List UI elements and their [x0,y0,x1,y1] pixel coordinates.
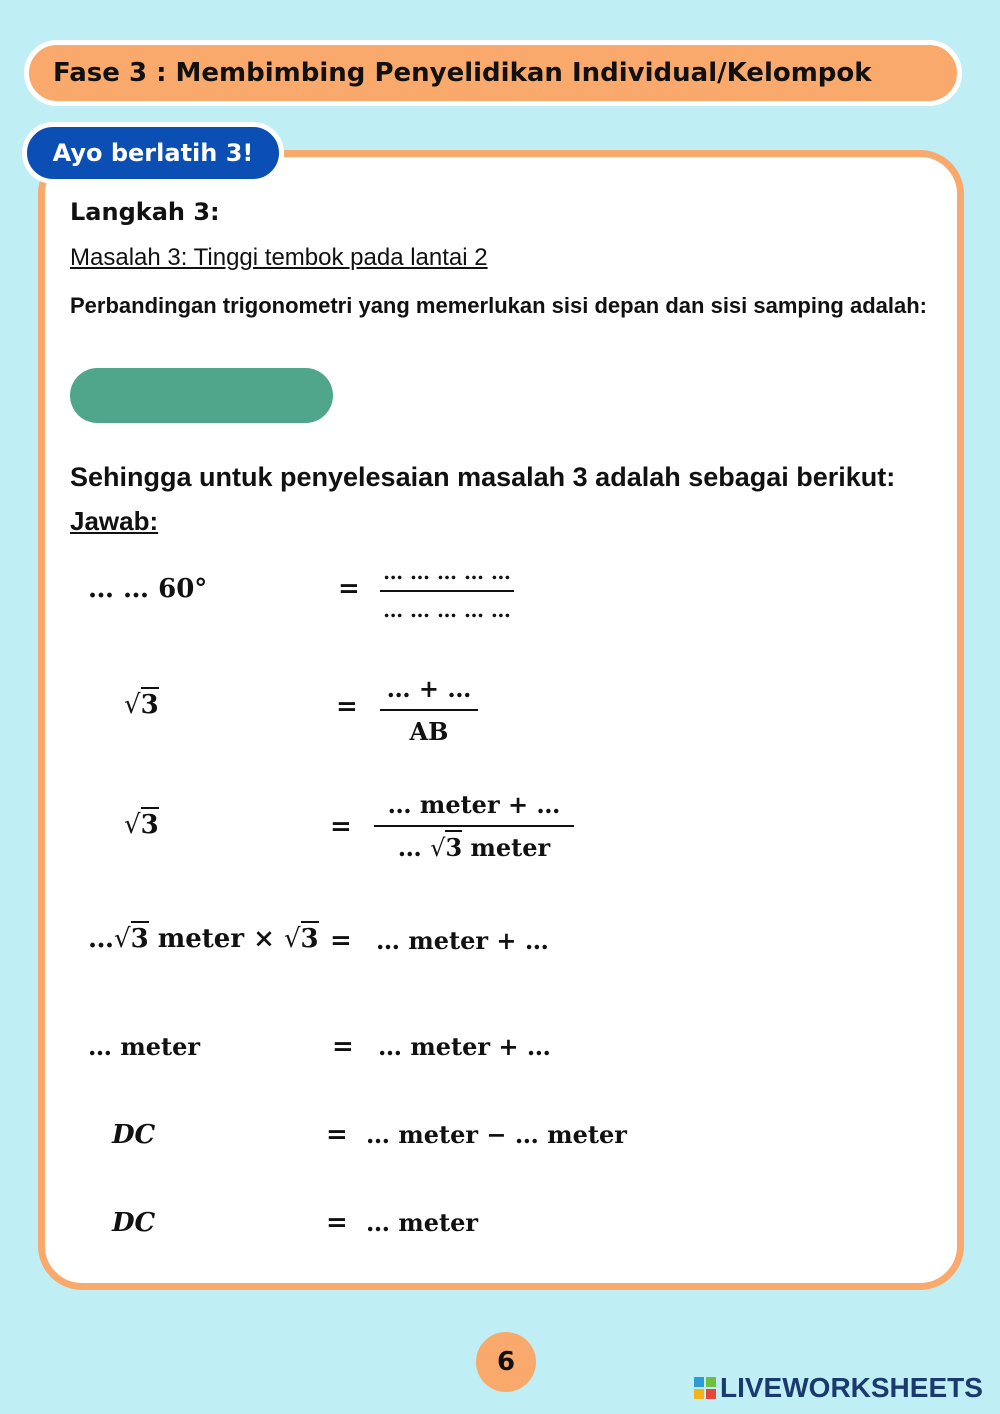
eq3-den-unit: meter [470,833,551,862]
eq3-denominator[interactable] [374,833,574,862]
phase-title: Fase 3 : Membimbing Penyelidikan Individual/Kelompok [53,58,872,88]
eq2-left [124,690,159,720]
eq3-equals: = [330,812,352,842]
eq7-equals: = [326,1208,348,1238]
eq5-equals: = [332,1032,354,1062]
answer-label: Jawab: [70,506,159,536]
brand-name: LIVEWORKSHEETS [720,1372,983,1403]
eq1-numerator[interactable]: … … … … … [383,560,511,584]
eq2-equals: = [336,692,358,722]
eq7-left: DC [112,1208,156,1238]
sqrt-icon: √ [430,834,446,862]
eq3-den-blank[interactable]: … [397,833,422,862]
page-number: 6 [476,1332,536,1392]
sqrt-icon: √ [283,924,301,954]
answer-drop-field[interactable] [70,368,333,423]
eq6-left: DC [112,1120,156,1150]
eq3-fraction [374,790,574,862]
eq4-radicand-1: 3 [131,921,149,954]
eq7-right[interactable]: … meter [366,1208,479,1237]
eq3-numerator[interactable]: … meter + … [387,790,561,819]
eq6-equals: = [326,1120,348,1150]
step-title: Langkah 3: [70,198,220,226]
eq1-equals: = [338,574,360,604]
practice-tag [22,122,284,184]
eq1-denominator[interactable]: … … … … … [383,598,511,622]
eq2-denominator: AB [409,717,449,746]
eq2-fraction [380,674,478,746]
phase-title-banner [24,40,962,106]
eq1-fraction [380,560,514,622]
question-text: Perbandingan trigonometri yang memerlukan sisi depan dan sisi samping adalah: [70,293,927,318]
fraction-bar [380,590,514,592]
eq3-left [124,810,159,840]
eq4-equals: = [330,926,352,956]
eq2-numerator[interactable]: … + … [386,674,472,703]
eq5-right[interactable]: … meter + … [378,1032,551,1061]
eq4-blank[interactable]: … [88,924,114,954]
solution-intro: Sehingga untuk penyelesaian masalah 3 adalah sebagai berikut: [70,462,896,492]
sqrt-icon: √ [114,924,131,954]
eq3-den-radicand: 3 [445,830,462,862]
eq3-left-radicand: 3 [141,807,159,840]
eq4-left [88,924,319,954]
eq4-radicand-2: 3 [301,921,319,954]
eq5-left[interactable]: … meter [88,1032,201,1061]
fraction-bar [374,825,574,827]
eq6-right[interactable]: … meter − … meter [366,1120,627,1149]
brand-logo [694,1372,983,1404]
eq4-mid: meter × [157,924,275,954]
fraction-bar [380,709,478,711]
liveworksheets-icon [694,1377,716,1399]
practice-tag-label: Ayo berlatih 3! [52,139,254,167]
eq1-left: … … 60° [88,574,208,604]
sqrt-icon: √ [124,690,141,720]
sqrt-icon: √ [124,810,141,840]
eq4-right[interactable]: … meter + … [376,926,549,955]
eq2-left-radicand: 3 [141,687,159,720]
problem-title: Masalah 3: Tinggi tembok pada lantai 2 [70,244,488,271]
